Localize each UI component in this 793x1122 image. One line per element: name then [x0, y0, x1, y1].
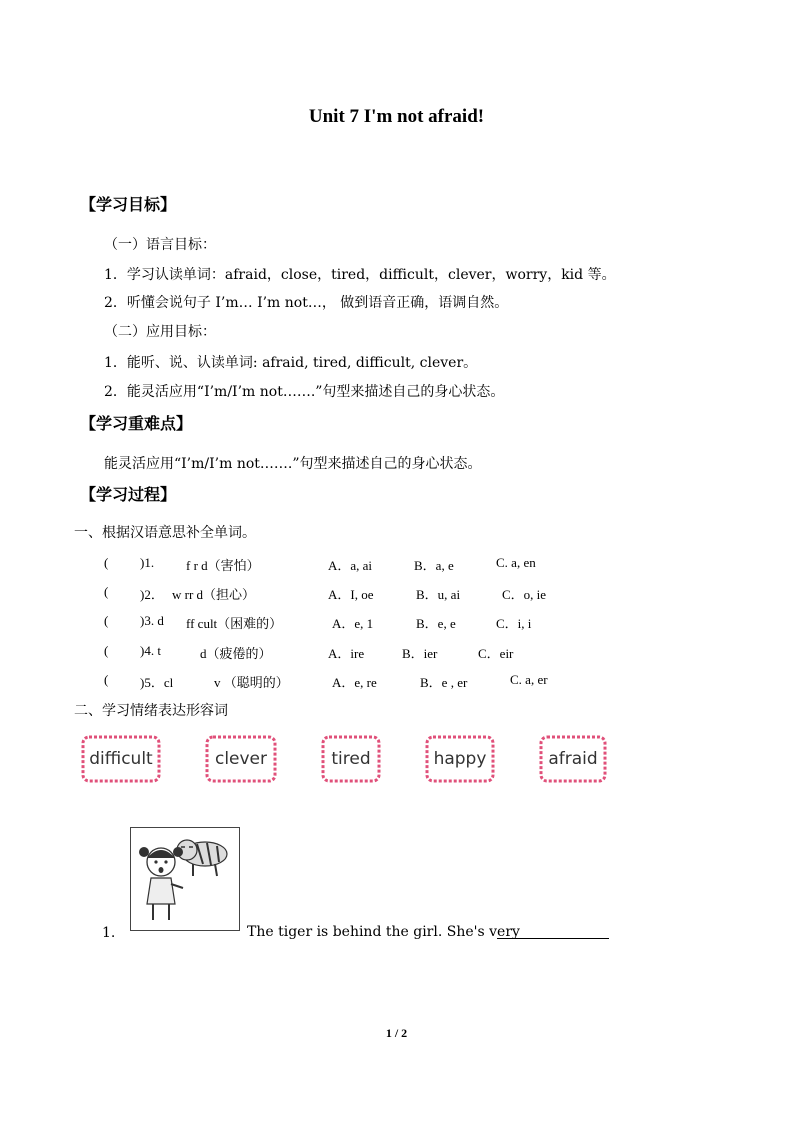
- key-point-text: 能灵活应用“I’m/I’m not…….”句型来描述自己的身心状态。: [104, 456, 482, 472]
- badge-afraid: afraid: [538, 734, 608, 784]
- part1-instruction: 一、根据汉语意思补全单词。: [74, 525, 256, 541]
- goal-item-4: 2．能灵活应用“I’m/I’m not…….”句型来描述自己的身心状态。: [104, 384, 505, 400]
- girl-icon: [139, 847, 183, 920]
- sub-application-goals: （二）应用目标：: [104, 324, 216, 340]
- goal-item-1: 1．学习认读单词：afraid，close，tired，difficult，clever，worry，kid 等。: [104, 267, 616, 283]
- heading-learning-goals: 【学习目标】: [80, 195, 177, 214]
- heading-key-points: 【学习重难点】: [80, 414, 193, 433]
- sub-language-goals: （一）语言目标：: [104, 237, 216, 253]
- exercise-number: 1.: [102, 925, 116, 941]
- badge-clever: clever: [204, 734, 278, 784]
- badge-difficult: difficult: [80, 734, 162, 784]
- goal-item-3: 1．能听、说、认读单词: afraid, tired, difficult, clever。: [104, 355, 478, 371]
- badge-happy: happy: [424, 734, 496, 784]
- girl-tiger-illustration: [130, 827, 240, 931]
- page-title: Unit 7 I'm not afraid!: [308, 106, 485, 127]
- part2-instruction: 二、学习情绪表达形容词: [74, 703, 228, 719]
- exercise-sentence: The tiger is behind the girl. She's very: [247, 924, 520, 940]
- answer-blank[interactable]: [497, 938, 609, 939]
- tiger-icon: [177, 840, 227, 876]
- page-number: 1 / 2: [385, 1026, 408, 1040]
- goal-item-2: 2．听懂会说句子 I’m… I’m not…， 做到语音正确，语调自然。: [104, 295, 509, 311]
- heading-learning-process: 【学习过程】: [80, 485, 177, 504]
- badge-tired: tired: [320, 734, 382, 784]
